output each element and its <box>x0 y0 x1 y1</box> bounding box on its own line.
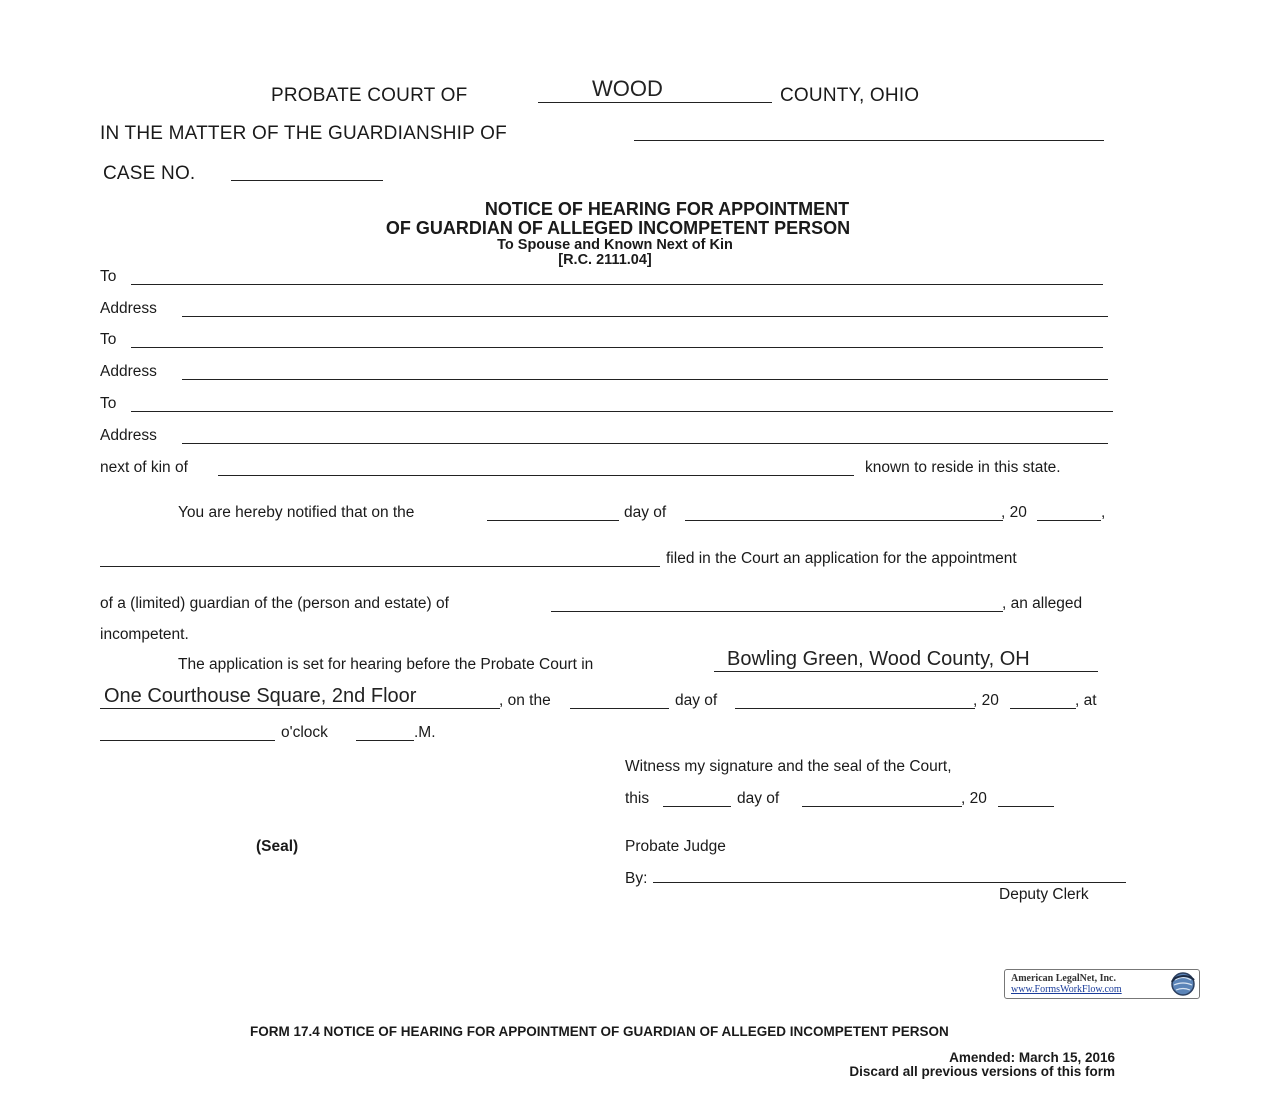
probate-judge-label: Probate Judge <box>625 838 726 855</box>
m-suffix-text: .M. <box>414 724 436 741</box>
to-label-2: To <box>100 331 117 348</box>
notice-day-of-text: day of <box>624 504 667 521</box>
hearing-day-of-text: day of <box>675 692 718 709</box>
oclock-text: o'clock <box>281 724 328 741</box>
filed-text: filed in the Court an application for the appointment <box>666 550 1017 567</box>
witness-year-prefix: , 20 <box>961 790 987 807</box>
case-number-field[interactable] <box>231 180 383 181</box>
hearing-month-field[interactable] <box>735 708 975 709</box>
deputy-signature-field[interactable] <box>653 882 1126 883</box>
title-statute: [R.C. 2111.04] <box>558 252 652 268</box>
county-field-line[interactable] <box>538 102 772 103</box>
notice-trailing-comma: , <box>1101 504 1106 521</box>
address-label-1: Address <box>100 300 157 317</box>
hearing-location-value[interactable]: Bowling Green, Wood County, OH <box>727 648 1030 670</box>
witness-year-field[interactable] <box>998 806 1054 807</box>
notice-month-field[interactable] <box>685 520 1003 521</box>
hearing-address-line[interactable] <box>100 708 500 709</box>
ward-name-field[interactable] <box>551 611 1003 612</box>
to-label-1: To <box>100 268 117 285</box>
title-line-2: OF GUARDIAN OF ALLEGED INCOMPETENT PERSON <box>385 218 851 238</box>
to-label-3: To <box>100 395 117 412</box>
witness-day-field[interactable] <box>663 806 731 807</box>
title-subtitle: To Spouse and Known Next of Kin <box>497 237 733 253</box>
notified-text: You are hereby notified that on the <box>178 504 415 521</box>
witness-day-of-text: day of <box>737 790 780 807</box>
to-field-3[interactable] <box>131 411 1113 412</box>
notice-day-field[interactable] <box>487 520 619 521</box>
notice-year-prefix: , 20 <box>1001 504 1027 521</box>
amended-date: Amended: March 15, 2016 <box>949 1050 1115 1065</box>
notice-year-field[interactable] <box>1037 520 1101 521</box>
guardianship-label: IN THE MATTER OF THE GUARDIANSHIP OF <box>100 123 507 144</box>
court-suffix: COUNTY, OHIO <box>780 85 920 106</box>
by-label: By: <box>625 870 648 887</box>
address-field-3[interactable] <box>182 443 1108 444</box>
guardian-of-text: of a (limited) guardian of the (person and estate) of <box>100 595 449 612</box>
incompetent-text: incompetent. <box>100 626 189 643</box>
deputy-clerk-label: Deputy Clerk <box>999 886 1089 903</box>
at-text: , at <box>1075 692 1097 709</box>
witness-text: Witness my signature and the seal of the Court, <box>625 758 952 775</box>
next-of-kin-label: next of kin of <box>100 459 188 476</box>
witness-month-field[interactable] <box>802 806 962 807</box>
address-label-3: Address <box>100 427 157 444</box>
address-field-1[interactable] <box>182 316 1108 317</box>
form-title-footer: FORM 17.4 NOTICE OF HEARING FOR APPOINTMENT OF GUARDIAN OF ALLEGED INCOMPETENT PERSON <box>250 1024 949 1039</box>
this-text: this <box>625 790 650 807</box>
hearing-day-field[interactable] <box>570 708 669 709</box>
american-legalnet-logo <box>1004 969 1200 999</box>
known-reside-text: known to reside in this state. <box>865 459 1061 476</box>
seal-label: (Seal) <box>256 838 299 855</box>
logo-url[interactable]: www.FormsWorkFlow.com <box>1011 984 1122 995</box>
alleged-text: , an alleged <box>1002 595 1083 612</box>
next-of-kin-field[interactable] <box>218 475 854 476</box>
address-field-2[interactable] <box>182 379 1108 380</box>
to-field-2[interactable] <box>131 347 1103 348</box>
hearing-address-value[interactable]: One Courthouse Square, 2nd Floor <box>104 685 417 707</box>
county-field-value[interactable]: WOOD <box>592 76 663 101</box>
hearing-prefix-text: The application is set for hearing before the Probate Court in <box>178 656 594 673</box>
address-label-2: Address <box>100 363 157 380</box>
to-field-1[interactable] <box>131 284 1103 285</box>
case-number-label: CASE NO. <box>103 163 196 184</box>
discard-notice: Discard all previous versions of this form <box>849 1064 1115 1079</box>
on-the-text: , on the <box>499 692 551 709</box>
guardianship-name-field[interactable] <box>634 140 1104 141</box>
hearing-year-prefix: , 20 <box>973 692 999 709</box>
title-line-1: NOTICE OF HEARING FOR APPOINTMENT <box>484 199 850 219</box>
am-pm-field[interactable] <box>356 740 414 741</box>
globe-icon <box>1170 971 1196 997</box>
logo-name: American LegalNet, Inc. <box>1011 973 1116 984</box>
hearing-year-field[interactable] <box>1010 708 1076 709</box>
hearing-location-line[interactable] <box>714 671 1098 672</box>
court-prefix: PROBATE COURT OF <box>271 85 468 106</box>
hearing-hour-field[interactable] <box>100 740 275 741</box>
applicant-name-field[interactable] <box>100 566 660 567</box>
